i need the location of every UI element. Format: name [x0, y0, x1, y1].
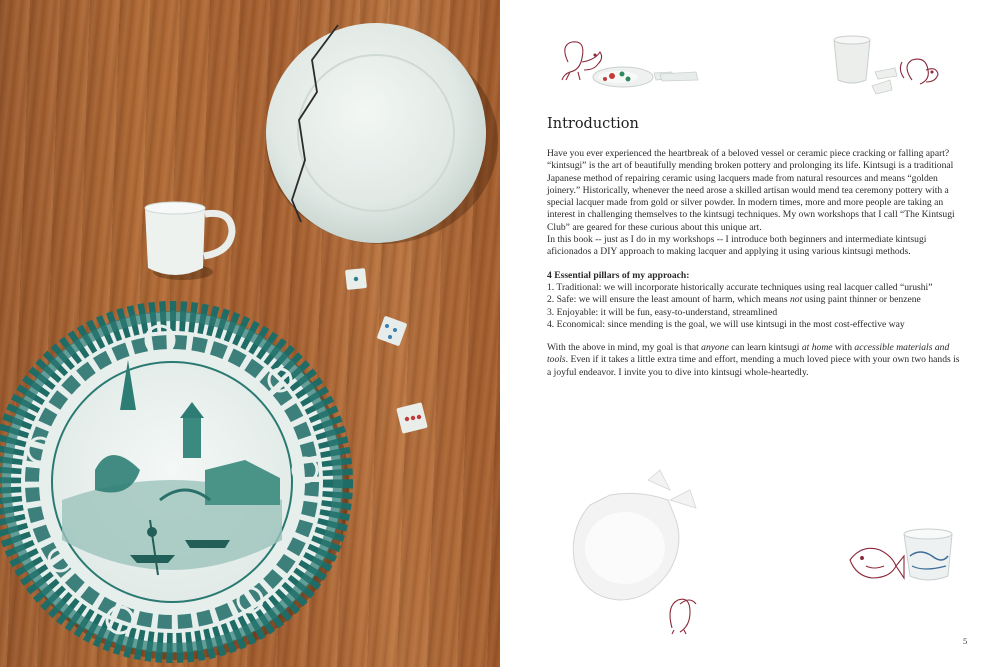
closing-paragraph: With the above in mind, my goal is that anyone can learn kintsugi at home with accessible materials and tools. Even if it takes a little extra time and effort, mending a much loved piece with your own two hands is a joyful endeavor. I invite you to dive into kintsugi whole-heartedly. — [547, 342, 960, 378]
pillar-item: 3. Enjoyable: it will be fun, easy-to-understand, streamlined — [547, 306, 778, 318]
pillars-list — [547, 282, 965, 331]
pillars-heading: 4 Essential pillars of my approach: — [547, 269, 690, 281]
body-text — [547, 148, 965, 379]
broken-white-bowl — [573, 470, 696, 600]
white-cup — [145, 202, 232, 280]
blue-transferware-plate — [2, 312, 349, 660]
pillar-item: 4. Economical: since mending is the goal, we will use kintsugi in the most cost-effective way — [547, 318, 905, 330]
pillar-item: 2. Safe: we will ensure the least amount of harm, which means not using paint thinner or benzene — [547, 294, 921, 306]
page-number: 5 — [963, 636, 968, 646]
text-page — [500, 0, 1000, 667]
broken-cup-top-right — [834, 36, 897, 94]
ceramic-spoon — [593, 67, 698, 87]
ceramic-shard-3 — [396, 402, 428, 434]
book-paragraph: In this book -- just as I do in my workshops -- I introduce both beginners and intermediate kintsugi aficionados a DIY approach to making lacquer and applying it using various kintsugi methods. — [547, 234, 927, 258]
squirrel-illustration-bottom — [670, 599, 696, 634]
pillar-item: 1. Traditional: we will incorporate historically accurate techniques using real lacquer called “urushi” — [547, 281, 933, 293]
fish-illustration — [850, 548, 904, 578]
ceramic-shard-1 — [345, 268, 367, 290]
squirrel-illustration-top-right — [900, 59, 938, 84]
ceramic-shard-2 — [377, 316, 408, 347]
broken-white-plate — [266, 23, 498, 244]
blue-white-cup — [904, 529, 952, 580]
page-title: Introduction — [547, 116, 639, 132]
intro-paragraph: Have you ever experienced the heartbreak of a beloved vessel or ceramic piece cracking or falling apart? “kintsugi” is the art of beautifully mending broken pottery and prolonging its life. Kintsugi is a traditional Japanese method of repairing ceramic using lacquers made from natural resources and means “golden joinery.” Historically, whenever the need arose a skilled artisan would mend tea ceremony pottery with a special lacquer made from gold or silver powder. In modern times, more and more people are taking an interest in challenging themselves to the kintsugi techniques. My own workshops that I call “The Kintsugi Club” are geared for these curious about this unique art. — [547, 148, 955, 233]
